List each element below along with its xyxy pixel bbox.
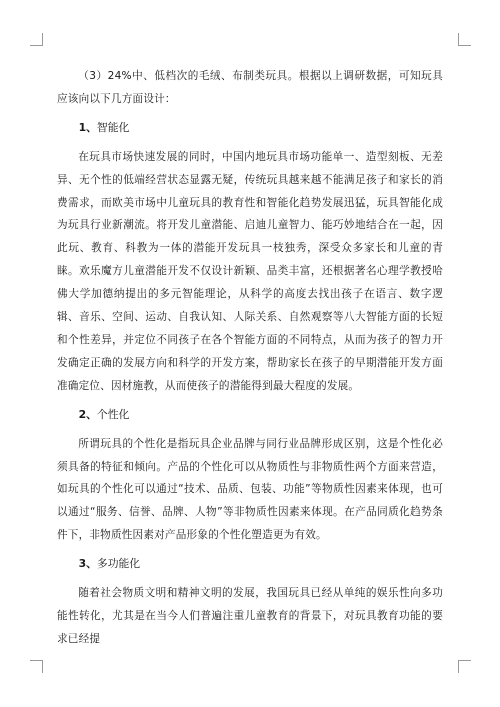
section-heading-personalization: [57, 404, 443, 427]
crop-mark-top-right: [458, 33, 471, 46]
crop-mark-top-left: [30, 33, 43, 46]
section-number: 2、: [78, 407, 97, 421]
section-number: 3、: [78, 557, 97, 571]
intro-paragraph: （3）24%中、低档次的毛绒、布制类玩具。根据以上调研数据，可知玩具应该向以下几方面设计：: [57, 70, 443, 105]
section-title: 智能化: [96, 120, 130, 134]
section-title: 多功能化: [96, 557, 141, 571]
document-body: [57, 65, 443, 651]
crop-mark-bottom-right: [458, 660, 471, 673]
section-heading-multifunction: [57, 553, 443, 576]
crop-mark-bottom-left: [30, 660, 43, 673]
section-heading-intelligence: [57, 117, 443, 140]
section-body-intelligence: 在玩具市场快速发展的同时，中国内地玩具市场功能单一、造型刻板、无差异、无个性的低端经营状态显露无疑，传统玩具越来越不能满足孩子和家长的消费需求，而欧美市场中儿童玩具的教育性和智能化趋势发展迅猛，玩具智能化成为玩具行业新潮流。将开发儿童潜能、启迪儿童智力、能巧妙地结合在一起，因此玩、教育、科教为一体的潜能开发玩具一枝独秀，深受众多家长和儿童的青睐。欢乐魔方儿童潜能开发不仅设计新颖、品类丰富，还根据著名心理学教授哈佛大学加德纳提出的多元智能理论，从科学的高度去找出孩子在语言、数字逻辑、音乐、空间、运动、自我认知、人际关系、自然观察等八大智能方面的长短和个性差异，并定位不同孩子在各个智能方面的不同特点，从而为孩子的智力开发确定正确的发展方向和科学的开发方案，帮助家长在孩子的早期潜能开发方面准确定位、因材施教，从而使孩子的潜能得到最大程度的发展。: [57, 150, 443, 392]
section-body-multifunction: 随着社会物质文明和精神文明的发展，我国玩具已经从单纯的娱乐性向多功能性转化，尤其是在当今人们普遍注重儿童教育的背景下，对玩具教育功能的要求已经提: [57, 587, 443, 645]
section-number: 1、: [78, 120, 97, 134]
section-body-personalization: 所谓玩具的个性化是指玩具企业品牌与同行业品牌形成区别，这是个性化必须具备的特征和倾向。产品的个性化可以从物质性与非物质性两个方面来营造，如玩具的个性化可以通过“技术、品质、包装、功能”等物质性因素来体现，也可以通过“服务、信誉、品牌、人物”等非物质性因素来体现。在产品同质化趋势条件下，非物质性因素对产品形象的个性化塑造更为有效。: [57, 437, 443, 542]
section-title: 个性化: [96, 407, 130, 421]
